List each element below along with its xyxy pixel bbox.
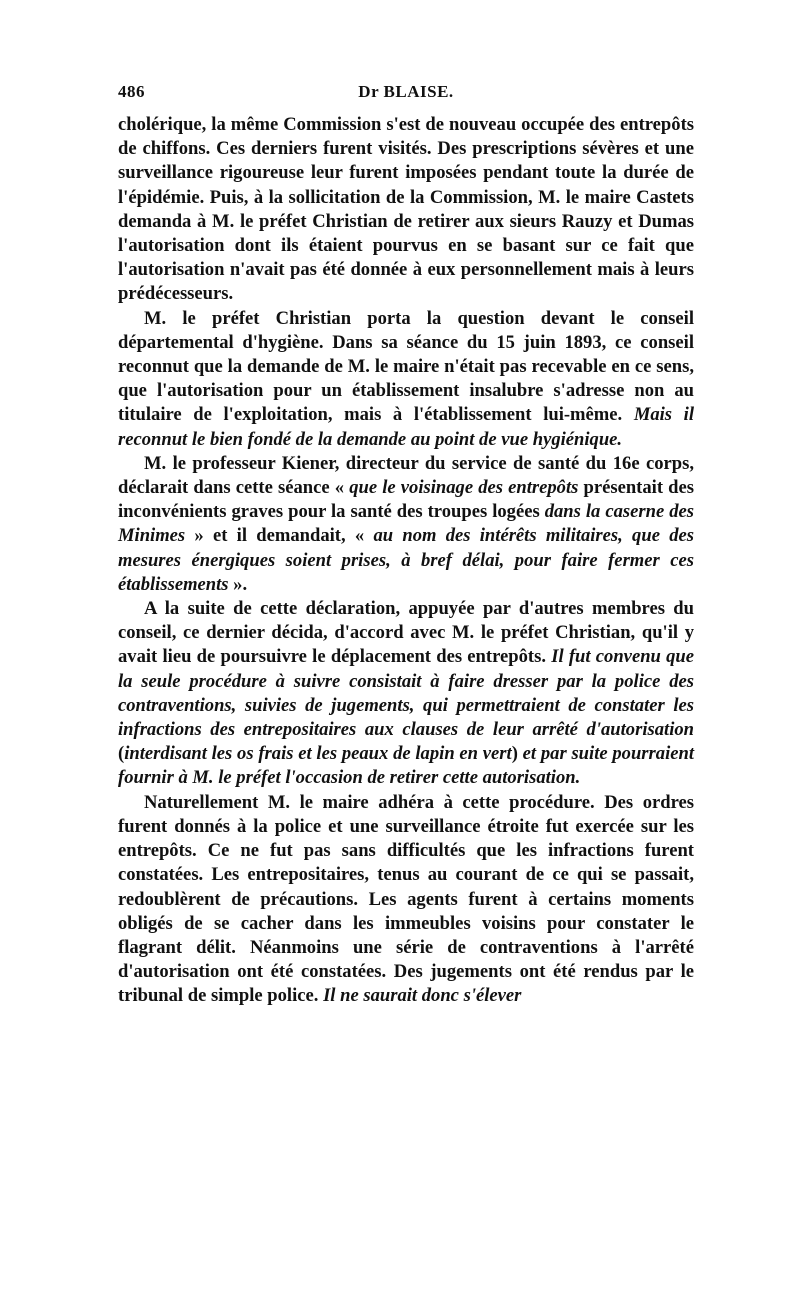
running-title: Dr BLAISE. — [358, 82, 454, 101]
text-run: Naturellement M. le maire adhéra à cette procédure. Des ordres furent donnés à la police et une surveillance étroite fut exercée sur les entrepôts. Ce ne fut pas sans difficultés que les infractions furent constatées. Les entrepositaires, tenus au courant de ce qui se passait, redoublèrent de précautions. Les agents furent à certains moments obligés de se cacher dans les immeubles voisins pour constater le flagrant délit. Néanmoins une série de contraventions à l'arrêté d'autorisation ont été constatées. Des jugements ont été rendus par le tribunal de simple police. — [118, 791, 694, 1007]
running-head — [118, 82, 694, 106]
italic-text: Il ne saurait donc s'élever — [323, 985, 522, 1007]
text-run: ) — [511, 743, 523, 765]
body-text — [118, 113, 694, 1009]
italic-text: dans la caserne des Minimes — [118, 501, 694, 547]
text-run: présentait des inconvénients graves pour la santé des troupes logées — [118, 477, 694, 523]
text-run: ( — [118, 743, 125, 765]
text-run: » et il demandait, « — [185, 525, 374, 547]
italic-text: au nom des intérêts militaires, que des mesures énergiques soient prises, à bref délai, pour faire fermer ces établissements — [118, 525, 694, 595]
text-run: cholérique, la même Commission s'est de nouveau occupée des entrepôts de chiffons. Ces derniers furent visités. Des prescriptions sévères et une surveillance rigoureuse leur furent imposées pendant toute la durée de l'épidémie. Puis, à la sollicitation de la Commission, M. le maire Castets demanda à M. le préfet Christian de retirer aux sieurs Rauzy et Dumas l'autorisation dont ils étaient pourvus en se basant sur ce fait que l'autorisation n'avait pas été donnée à eux personnellement mais à leurs prédécesseurs. — [118, 114, 694, 305]
text-run: M. le professeur Kiener, directeur du service de santé du 16e corps, déclarait dans cette séance « — [118, 452, 694, 499]
italic-text: Il fut convenu que la seule procédure à suivre consistait à faire dresser par la police des contraventions, suivies de jugements, qui permettraient de constater les infractions des entrepositaires aux clauses de leur arrêté d'autorisation — [118, 646, 695, 741]
paragraph — [118, 307, 694, 452]
page-number: 486 — [118, 82, 145, 101]
paragraph — [118, 452, 694, 597]
paragraph — [118, 597, 694, 791]
italic-text: que le voisinage des entrepôts — [349, 477, 579, 499]
paragraph — [118, 113, 694, 307]
text-run: ». — [228, 573, 248, 595]
text-run: A la suite de cette déclaration, appuyée par d'autres membres du conseil, ce dernier décida, d'accord avec M. le préfet Christian, qu'il y avait lieu de poursuivre le déplacement des entrepôts. — [118, 598, 694, 668]
paragraph — [118, 791, 694, 1009]
italic-text: Mais il reconnut le bien fondé de la demande au point de vue hygiénique. — [118, 404, 694, 450]
italic-text: et par suite pourraient fournir à M. le préfet l'occasion de retirer cette autorisation. — [118, 743, 695, 789]
text-run: M. le préfet Christian porta la question devant le conseil départemental d'hygiène. Dans sa séance du 15 juin 1893, ce conseil reconnut que la demande de M. le maire n'était pas recevable en ce sens, que l'autorisation pour un établissement insalubre s'adresse non au titulaire de l'exploitation, mais à l'établissement lui-même. — [118, 307, 694, 426]
italic-text: interdisant les os frais et les peaux de lapin en vert — [124, 743, 512, 765]
